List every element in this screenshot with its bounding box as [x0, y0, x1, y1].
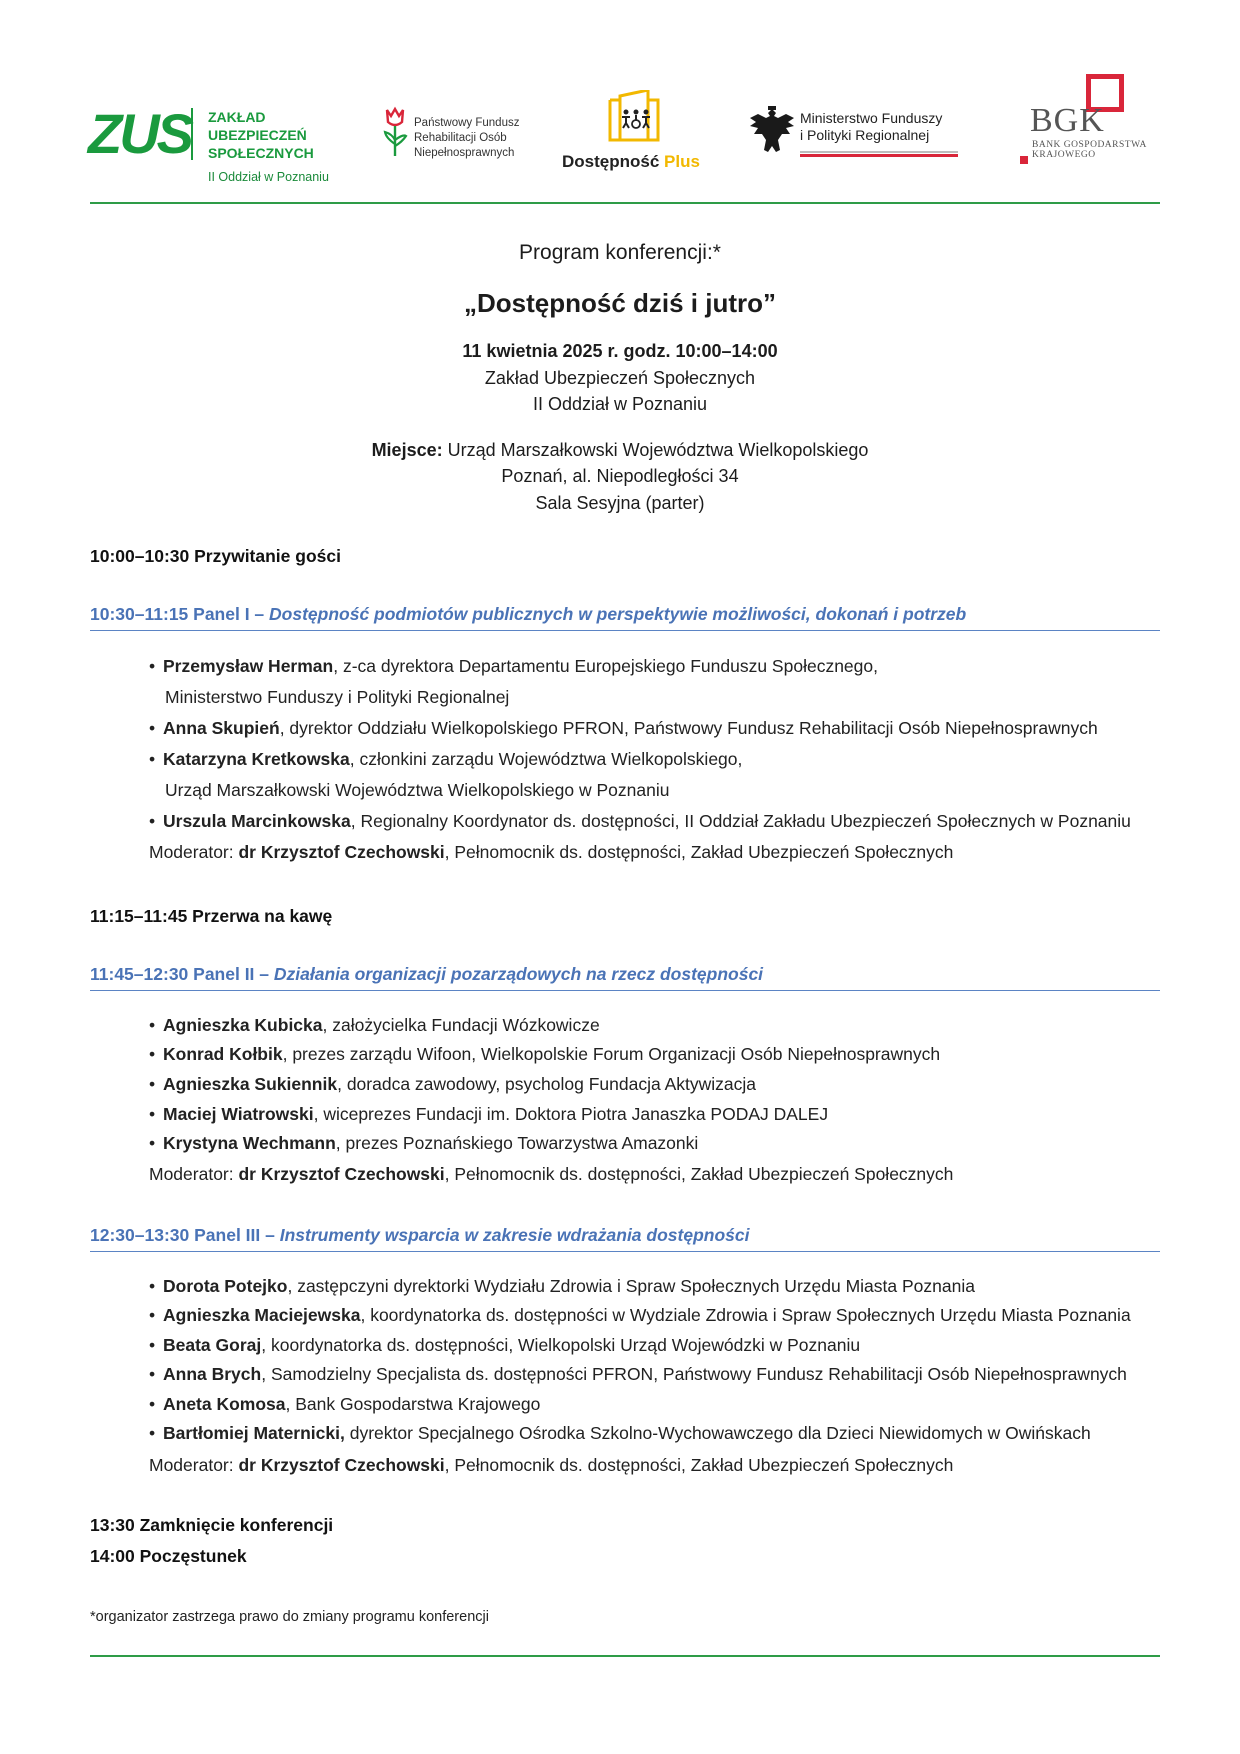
speaker-name: Agnieszka Sukiennik [163, 1074, 338, 1094]
panel3-moderator [149, 1455, 953, 1476]
speaker-role: , koordynatorka ds. dostępności, Wielkopolski Urząd Wojewódzki w Poznaniu [261, 1335, 861, 1355]
list-item: • Agnieszka Kubicka, założycielka Fundacji Wózkowicze [149, 1015, 600, 1035]
footer-rule [90, 1655, 1160, 1657]
speaker-role: , prezes zarządu Wifoon, Wielkopolskie Forum Organizacji Osób Niepełnosprawnych [282, 1044, 941, 1064]
place-name: Urząd Marszałkowski Województwa Wielkopolskiego [447, 440, 869, 460]
bgk-name-line2: KRAJOWEGO [1032, 150, 1096, 160]
speaker-name: Urszula Marcinkowska [163, 811, 351, 831]
list-item: • Anna Skupień, dyrektor Oddziału Wielkopolskiego PFRON, Państwowy Fundusz Rehabilitacji Osób Niepełnosprawnych [149, 718, 1098, 738]
moderator-name: dr Krzysztof Czechowski [238, 842, 445, 862]
zus-divider [191, 108, 193, 160]
tulip-icon [382, 106, 408, 158]
list-item: • Agnieszka Maciejewska, koordynatorka ds. dostępności w Wydziale Zdrowia i Spraw Społecznych Urzędu Miasta Poznania [149, 1305, 1131, 1325]
bgk-name [1032, 140, 1147, 160]
speaker-name: Konrad Kołbik [163, 1044, 283, 1064]
agenda-lunch: 14:00 Poczęstunek [90, 1546, 247, 1566]
speaker-role-continued: Urząd Marszałkowski Województwa Wielkopolskiego w Poznaniu [165, 780, 670, 800]
list-item: • Dorota Potejko, zastępczyni dyrektorki Wydziału Zdrowia i Spraw Społecznych Urzędu Miasta Poznania [149, 1276, 975, 1296]
zus-mark: ZUS [88, 102, 191, 165]
speaker-role: , doradca zawodowy, psycholog Fundacja Aktywizacja [337, 1074, 757, 1094]
zus-branch: II Oddział w Poznaniu [208, 170, 329, 184]
place-label: Miejsce: [371, 440, 443, 460]
pfron-name-line2: Rehabilitacji Osób [414, 132, 507, 144]
place-line3: Sala Sesyjna (parter) [535, 493, 705, 513]
panel3-time: 12:30–13:30 Panel III – [90, 1225, 280, 1245]
eagle-emblem-icon [748, 106, 796, 156]
panel1-heading [90, 604, 966, 625]
panel3-heading [90, 1225, 749, 1246]
bgk-mark: BGK [1030, 102, 1105, 139]
conference-date: 11 kwietnia 2025 r. godz. 10:00–14:00 [462, 341, 778, 361]
panel3-rule [90, 1251, 1160, 1252]
list-item: • Maciej Wiatrowski, wiceprezes Fundacji im. Doktora Piotra Janaszka PODAJ DALEJ [149, 1104, 829, 1124]
panel2-time: 11:45–12:30 Panel II – [90, 964, 274, 984]
place-line2: Poznań, al. Niepodległości 34 [501, 466, 739, 486]
moderator-role: , Pełnomocnik ds. dostępności, Zakład Ubezpieczeń Społecznych [444, 1164, 954, 1184]
list-item: • Konrad Kołbik, prezes zarządu Wifoon, Wielkopolskie Forum Organizacji Osób Niepełnosprawnych [149, 1044, 941, 1064]
speaker-role: , zastępczyni dyrektorki Wydziału Zdrowia i Spraw Społecznych Urzędu Miasta Poznania [287, 1276, 975, 1296]
panel2-moderator [149, 1164, 953, 1185]
panel1-rule [90, 630, 1160, 631]
speaker-role: , Regionalny Koordynator ds. dostępności, II Oddział Zakładu Ubezpieczeń Społecznych w Poznaniu [350, 811, 1131, 831]
speaker-role: dyrektor Specjalnego Ośrodka Szkolno-Wychowawczego dla Dzieci Niewidomych w Owińskach [344, 1423, 1091, 1443]
moderator-label: Moderator: [149, 1164, 239, 1184]
speaker-role: , założycielka Fundacji Wózkowicze [322, 1015, 600, 1035]
moderator-label: Moderator: [149, 1455, 239, 1475]
place-line1 [90, 437, 1150, 464]
speaker-name: Anna Brych [163, 1364, 262, 1384]
speaker-role: , dyrektor Oddziału Wielkopolskiego PFRON, Państwowy Fundusz Rehabilitacji Osób Niepełnosprawnych [279, 718, 1098, 738]
agenda-welcome: 10:00–10:30 Przywitanie gości [90, 546, 341, 566]
bgk-name-line1: BANK GOSPODARSTWA [1032, 140, 1147, 150]
conference-title: „Dostępność dziś i jutro” [463, 288, 777, 318]
ministry-logo [748, 106, 963, 160]
header-rule [90, 202, 1160, 204]
organizer-line2: II Oddział w Poznaniu [532, 394, 708, 414]
speaker-name: Anna Skupień [163, 718, 280, 738]
plus-word: Plus [664, 152, 700, 171]
moderator-name: dr Krzysztof Czechowski [238, 1455, 445, 1475]
list-item: • Katarzyna Kretkowska, członkini zarządu Województwa Wielkopolskiego, [149, 749, 743, 769]
dostepnosc-plus-logo [562, 90, 712, 174]
speaker-role: , członkini zarządu Województwa Wielkopolskiego, [349, 749, 743, 769]
bgk-logo [1020, 72, 1160, 172]
speaker-name: Agnieszka Kubicka [163, 1015, 323, 1035]
speaker-role: , wiceprezes Fundacji im. Doktora Piotra Janaszka PODAJ DALEJ [313, 1104, 829, 1124]
panel2-heading [90, 964, 763, 985]
panel2-topic: Działania organizacji pozarządowych na rzecz dostępności [273, 964, 764, 984]
list-item: • Krystyna Wechmann, prezes Poznańskiego Towarzystwa Amazonki [149, 1133, 699, 1153]
speaker-name: Agnieszka Maciejewska [163, 1305, 361, 1325]
panel1-moderator [149, 842, 953, 863]
agenda-break: 11:15–11:45 Przerwa na kawę [90, 906, 333, 926]
zus-logo [88, 102, 338, 191]
zus-name [208, 108, 314, 162]
dostepnosc-word: Dostępność [562, 152, 660, 171]
speaker-role: , z-ca dyrektora Departamentu Europejskiego Funduszu Społecznego, [333, 656, 878, 676]
ministry-name-line1: Ministerstwo Funduszy [800, 110, 943, 126]
dostepnosc-plus-wordmark [562, 152, 700, 172]
list-item: • Aneta Komosa, Bank Gospodarstwa Krajowego [149, 1394, 541, 1414]
speaker-role: , prezes Poznańskiego Towarzystwa Amazonki [335, 1133, 699, 1153]
panel2-rule [90, 990, 1160, 991]
speaker-name: Przemysław Herman [163, 656, 334, 676]
speaker-name: Beata Goraj [163, 1335, 262, 1355]
list-item: • Urszula Marcinkowska, Regionalny Koordynator ds. dostępności, II Oddział Zakładu Ubezpieczeń Społecznych w Poznaniu [149, 811, 1131, 831]
ministry-flag-stripe-white [800, 151, 958, 153]
ministry-flag-stripe-red [800, 154, 958, 157]
bgk-dot-icon [1020, 156, 1028, 164]
speaker-name: Maciej Wiatrowski [163, 1104, 314, 1124]
moderator-role: , Pełnomocnik ds. dostępności, Zakład Ubezpieczeń Społecznych [444, 1455, 954, 1475]
pfron-name-line3: Niepełnosprawnych [414, 147, 515, 159]
program-label: Program konferencji:* [519, 241, 721, 264]
moderator-name: dr Krzysztof Czechowski [238, 1164, 445, 1184]
moderator-role: , Pełnomocnik ds. dostępności, Zakład Ubezpieczeń Społecznych [444, 842, 954, 862]
speaker-role: , koordynatorka ds. dostępności w Wydziale Zdrowia i Spraw Społecznych Urzędu Miasta Poznania [360, 1305, 1131, 1325]
accessibility-door-icon [606, 90, 666, 148]
panel3-topic: Instrumenty wsparcia w zakresie wdrażania dostępności [279, 1225, 750, 1245]
pfron-name [414, 116, 519, 161]
footnote: *organizator zastrzega prawo do zmiany programu konferencji [90, 1609, 489, 1625]
zus-name-line3: SPOŁECZNYCH [208, 145, 314, 161]
speaker-role: , Bank Gospodarstwa Krajowego [285, 1394, 541, 1414]
speaker-name: Dorota Potejko [163, 1276, 288, 1296]
speaker-role-continued: Ministerstwo Funduszy i Polityki Regionalnej [165, 687, 510, 707]
zus-name-line1: ZAKŁAD [208, 109, 266, 125]
speaker-name: Katarzyna Kretkowska [163, 749, 350, 769]
list-item: • Bartłomiej Maternicki, dyrektor Specjalnego Ośrodka Szkolno-Wychowawczego dla Dzieci Niewidomych w Owińskach [149, 1423, 1091, 1443]
panel1-time: 10:30–11:15 Panel I – [90, 604, 270, 624]
speaker-name: Aneta Komosa [163, 1394, 286, 1414]
list-item: • Anna Brych, Samodzielny Specjalista ds. dostępności PFRON, Państwowy Fundusz Rehabilitacji Osób Niepełnosprawnych [149, 1364, 1127, 1384]
ministry-name-line2: i Polityki Regionalnej [800, 127, 930, 143]
speaker-name: Krystyna Wechmann [163, 1133, 336, 1153]
pfron-name-line1: Państwowy Fundusz [414, 117, 520, 129]
speaker-role: , Samodzielny Specjalista ds. dostępności PFRON, Państwowy Fundusz Rehabilitacji Osób Niepełnosprawnych [261, 1364, 1127, 1384]
list-item: • Przemysław Herman, z-ca dyrektora Departamentu Europejskiego Funduszu Społecznego, [149, 656, 878, 676]
ministry-name [800, 110, 942, 144]
panel1-topic: Dostępność podmiotów publicznych w perspektywie możliwości, dokonań i potrzeb [269, 604, 967, 624]
list-item: • Beata Goraj, koordynatorka ds. dostępności, Wielkopolski Urząd Wojewódzki w Poznaniu [149, 1335, 861, 1355]
zus-name-line2: UBEZPIECZEŃ [208, 127, 307, 143]
agenda-closing: 13:30 Zamknięcie konferencji [90, 1515, 334, 1535]
organizer-line1: Zakład Ubezpieczeń Społecznych [484, 368, 756, 388]
pfron-logo [382, 106, 532, 166]
speaker-name: Bartłomiej Maternicki, [163, 1423, 345, 1443]
moderator-label: Moderator: [149, 842, 239, 862]
list-item: • Agnieszka Sukiennik, doradca zawodowy, psycholog Fundacja Aktywizacja [149, 1074, 757, 1094]
